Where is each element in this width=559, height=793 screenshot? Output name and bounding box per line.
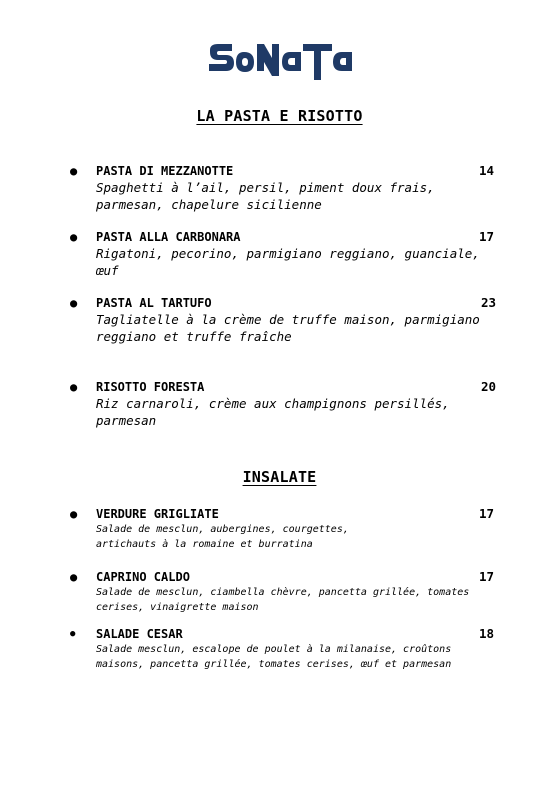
item-price: 14 <box>478 163 494 178</box>
item-name: SALADE CESAR <box>96 627 183 641</box>
item-description: Salade de mesclun, ciambella chèvre, pancetta grillée, tomates cerises, vinaigrette maison <box>96 587 470 613</box>
bullet-icon: ● <box>70 164 78 178</box>
item-name: VERDURE GRIGLIATE <box>96 507 219 521</box>
item-name: PASTA AL TARTUFO <box>96 296 212 310</box>
section-title-insalate: INSALATE <box>242 468 317 486</box>
section-title-pasta: LA PASTA E RISOTTO <box>196 107 363 125</box>
item-price: 23 <box>480 295 496 310</box>
item-price: 20 <box>480 379 496 394</box>
item-price: 18 <box>478 626 494 641</box>
item-description: Tagliatelle à la crème de truffe maison, parmigiano reggiano et truffe fraîche <box>96 312 480 344</box>
bullet-icon: ● <box>70 629 76 639</box>
item-price: 17 <box>478 569 494 584</box>
item-name: PASTA DI MEZZANOTTE <box>96 164 234 178</box>
sonata-logo-image <box>206 40 354 84</box>
item-price: 17 <box>478 229 494 244</box>
item-description: Riz carnaroli, crème aux champignons persillés, parmesan <box>96 396 450 428</box>
item-name: CAPRINO CALDO <box>96 570 190 584</box>
item-description: Spaghetti à l’ail, persil, piment doux frais, parmesan, chapelure sicilienne <box>96 180 435 212</box>
item-description: Salade mesclun, escalope de poulet à la milanaise, croûtons maisons, pancetta grillée, tomates cerises, œuf et parmesan <box>96 644 452 670</box>
item-description: Salade de mesclun, aubergines, courgettes, artichauts à la romaine et burratina <box>96 524 349 550</box>
item-name: PASTA ALLA CARBONARA <box>96 230 241 244</box>
bullet-icon: ● <box>70 296 78 310</box>
item-name: RISOTTO FORESTA <box>96 380 205 394</box>
item-description: Rigatoni, pecorino, parmigiano reggiano, guanciale, œuf <box>96 246 480 278</box>
bullet-icon: ● <box>70 380 78 394</box>
restaurant-logo <box>0 40 559 86</box>
bullet-icon: ● <box>70 570 78 584</box>
bullet-icon: ● <box>70 230 78 244</box>
bullet-icon: ● <box>70 507 78 521</box>
item-price: 17 <box>478 506 494 521</box>
